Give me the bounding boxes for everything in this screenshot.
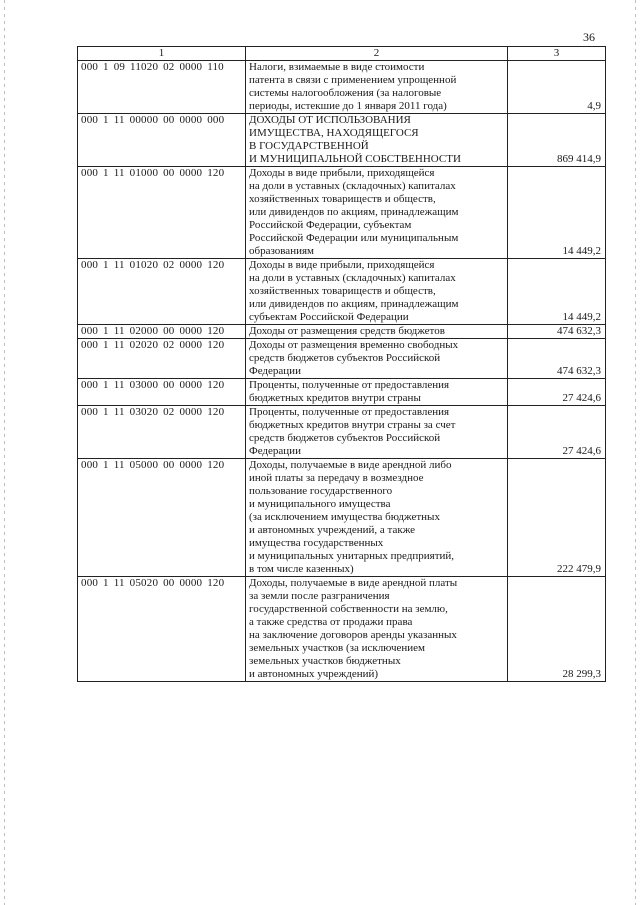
table-row [78, 259, 606, 325]
revenue-description: Доходы в виде прибыли, приходящейся на доли в уставных (складочных) капиталах хозяйственных товариществ и обществ, или дивидендов по акциям, принадлежащим субъектам Российской Федерации [246, 259, 508, 325]
budget-revenue-table [77, 46, 606, 682]
revenue-description: ДОХОДЫ ОТ ИСПОЛЬЗОВАНИЯ ИМУЩЕСТВА, НАХОДЯЩЕГОСЯ В ГОСУДАРСТВЕННОЙ И МУНИЦИПАЛЬНОЙ СОБСТВЕННОСТИ [246, 114, 508, 167]
amount: 27 424,6 [508, 379, 606, 406]
amount: 28 299,3 [508, 577, 606, 682]
table-row [78, 577, 606, 682]
budget-code: 000 1 11 03000 00 0000 120 [78, 379, 246, 406]
column-header-amount: 3 [508, 47, 606, 61]
budget-code: 000 1 11 01020 02 0000 120 [78, 259, 246, 325]
table-header-row [78, 47, 606, 61]
table-row [78, 406, 606, 459]
table-row [78, 325, 606, 339]
revenue-description: Налоги, взимаемые в виде стоимости патента в связи с применением упрощенной системы налогообложения (за налоговые периоды, истекшие до 1 января 2011 года) [246, 61, 508, 114]
table-row [78, 459, 606, 577]
amount: 4,9 [508, 61, 606, 114]
scan-edge-left [4, 0, 5, 905]
revenue-description: Проценты, полученные от предоставления бюджетных кредитов внутри страны за счет средств бюджетов субъектов Российской Федерации [246, 406, 508, 459]
revenue-description: Доходы от размещения средств бюджетов [246, 325, 508, 339]
budget-code: 000 1 09 11020 02 0000 110 [78, 61, 246, 114]
amount: 14 449,2 [508, 259, 606, 325]
amount: 27 424,6 [508, 406, 606, 459]
revenue-description: Доходы от размещения временно свободных средств бюджетов субъектов Российской Федерации [246, 339, 508, 379]
table-row [78, 167, 606, 259]
column-header-code: 1 [78, 47, 246, 61]
budget-code: 000 1 11 02000 00 0000 120 [78, 325, 246, 339]
amount: 869 414,9 [508, 114, 606, 167]
page-number: 36 [583, 30, 595, 44]
revenue-description: Доходы в виде прибыли, приходящейся на доли в уставных (складочных) капиталах хозяйственных товариществ и обществ, или дивидендов по акциям, принадлежащим Российской Федерации, субъектам Российской Федерации или муниципальным образованиям [246, 167, 508, 259]
amount: 474 632,3 [508, 339, 606, 379]
revenue-description: Проценты, полученные от предоставления бюджетных кредитов внутри страны [246, 379, 508, 406]
table-row [78, 61, 606, 114]
budget-code: 000 1 11 00000 00 0000 000 [78, 114, 246, 167]
revenue-description: Доходы, получаемые в виде арендной платы за земли после разграничения государственной собственности на землю, а также средства от продажи права на заключение договоров аренды указанных земельных участков (за исключением земельных участков бюджетных и автономных учреждений) [246, 577, 508, 682]
budget-code: 000 1 11 01000 00 0000 120 [78, 167, 246, 259]
budget-code: 000 1 11 02020 02 0000 120 [78, 339, 246, 379]
budget-code: 000 1 11 05020 00 0000 120 [78, 577, 246, 682]
revenue-description: Доходы, получаемые в виде арендной либо иной платы за передачу в возмездное пользование государственного и муниципального имущества (за исключением имущества бюджетных и автономных учреждений, а также имущества государственных и муниципальных унитарных предприятий, в том числе казенных) [246, 459, 508, 577]
scan-edge-right [635, 0, 636, 905]
column-header-description: 2 [246, 47, 508, 61]
budget-code: 000 1 11 05000 00 0000 120 [78, 459, 246, 577]
budget-code: 000 1 11 03020 02 0000 120 [78, 406, 246, 459]
table-row [78, 114, 606, 167]
amount: 14 449,2 [508, 167, 606, 259]
table-row [78, 339, 606, 379]
amount: 222 479,9 [508, 459, 606, 577]
table-row [78, 379, 606, 406]
amount: 474 632,3 [508, 325, 606, 339]
